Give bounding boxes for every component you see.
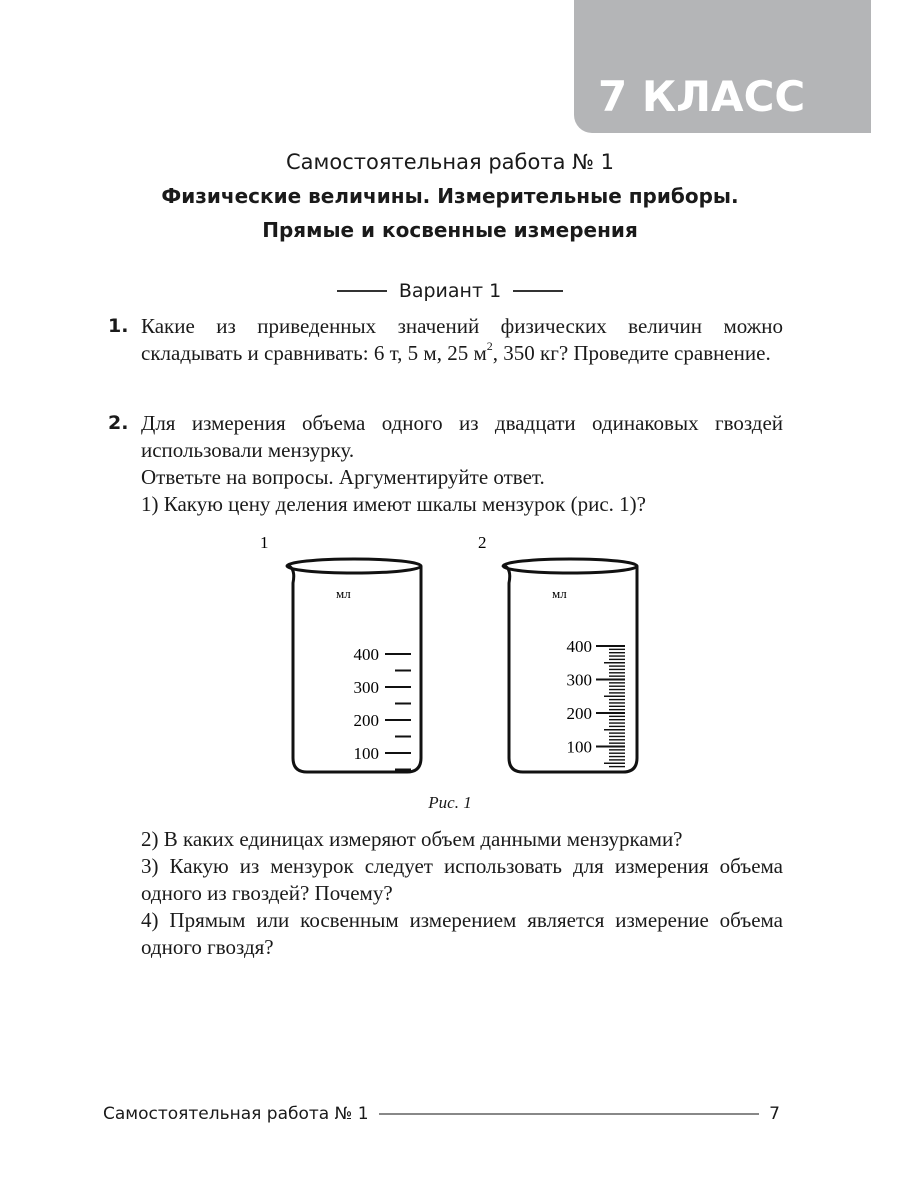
task-instruction: Ответьте на вопросы. Аргументируйте ответ. bbox=[141, 465, 545, 489]
work-subtitle: Самостоятельная работа № 1 bbox=[286, 150, 614, 174]
scale-label: 100 bbox=[353, 744, 379, 763]
question-2: 2) В каких единицах измеряют объем данными мензурками? bbox=[141, 827, 683, 851]
beaker-1 bbox=[260, 533, 421, 772]
variant-rule-left bbox=[337, 290, 387, 292]
grade-label: 7 КЛАСС bbox=[598, 72, 806, 121]
beaker-scale bbox=[567, 637, 626, 767]
scale-label: 100 bbox=[566, 737, 592, 757]
beaker-rim bbox=[287, 559, 421, 573]
unit-label: мл bbox=[552, 586, 567, 601]
scale-label: 400 bbox=[353, 645, 379, 664]
work-title-line1: Физические величины. Измерительные приборы. bbox=[161, 184, 739, 208]
footer-title: Самостоятельная работа № 1 bbox=[103, 1104, 369, 1124]
page-number: 7 bbox=[769, 1104, 780, 1124]
beaker-label: 2 bbox=[478, 533, 487, 552]
superscript: 2 bbox=[486, 339, 493, 353]
beaker-body bbox=[287, 565, 421, 772]
task-text-part: , 350 кг? Проведите сравнение. bbox=[492, 341, 771, 365]
figure-beakers bbox=[240, 528, 670, 798]
scale-label: 200 bbox=[353, 711, 379, 730]
beaker-label: 1 bbox=[260, 533, 269, 552]
beaker-2 bbox=[478, 533, 637, 772]
question-4: 4) Прямым или косвенным измерением является измерение объема одного гвоздя? bbox=[141, 908, 783, 959]
variant-rule-right bbox=[513, 290, 563, 292]
question-3: 3) Какую из мензурок следует использовать для измерения объема одного из гвоздей? Почему? bbox=[141, 854, 783, 905]
task-1 bbox=[108, 313, 783, 367]
beaker-rim bbox=[503, 559, 637, 573]
task-number: 2. bbox=[108, 412, 129, 434]
footer-rule bbox=[379, 1113, 760, 1115]
beaker-scale bbox=[354, 645, 412, 770]
scale-label: 400 bbox=[566, 637, 592, 656]
task-number: 1. bbox=[108, 315, 129, 337]
page-footer bbox=[103, 1104, 780, 1124]
figure-caption: Рис. 1 bbox=[428, 793, 472, 812]
task-text-part: Какие из приведенных значений физических величин можно складывать и сравнивать: 6 т, 5 м, 25 м bbox=[141, 314, 783, 365]
task-text bbox=[141, 313, 783, 367]
scale-label: 200 bbox=[566, 704, 592, 723]
scale-label: 300 bbox=[353, 678, 379, 697]
grade-tab bbox=[574, 0, 871, 133]
task-question-1: 1) Какую цену деления имеют шкалы мензурок (рис. 1)? bbox=[141, 492, 646, 516]
variant-heading bbox=[0, 280, 900, 302]
scale-label: 300 bbox=[566, 670, 592, 690]
variant-label: Вариант 1 bbox=[398, 280, 502, 302]
unit-label: мл bbox=[336, 586, 351, 601]
work-title-line2: Прямые и косвенные измерения bbox=[262, 218, 638, 242]
task-text: Для измерения объема одного из двадцати одинаковых гвоздей использовали мензурку. bbox=[141, 411, 783, 462]
task-2-questions bbox=[141, 826, 783, 961]
task-2 bbox=[108, 410, 783, 518]
